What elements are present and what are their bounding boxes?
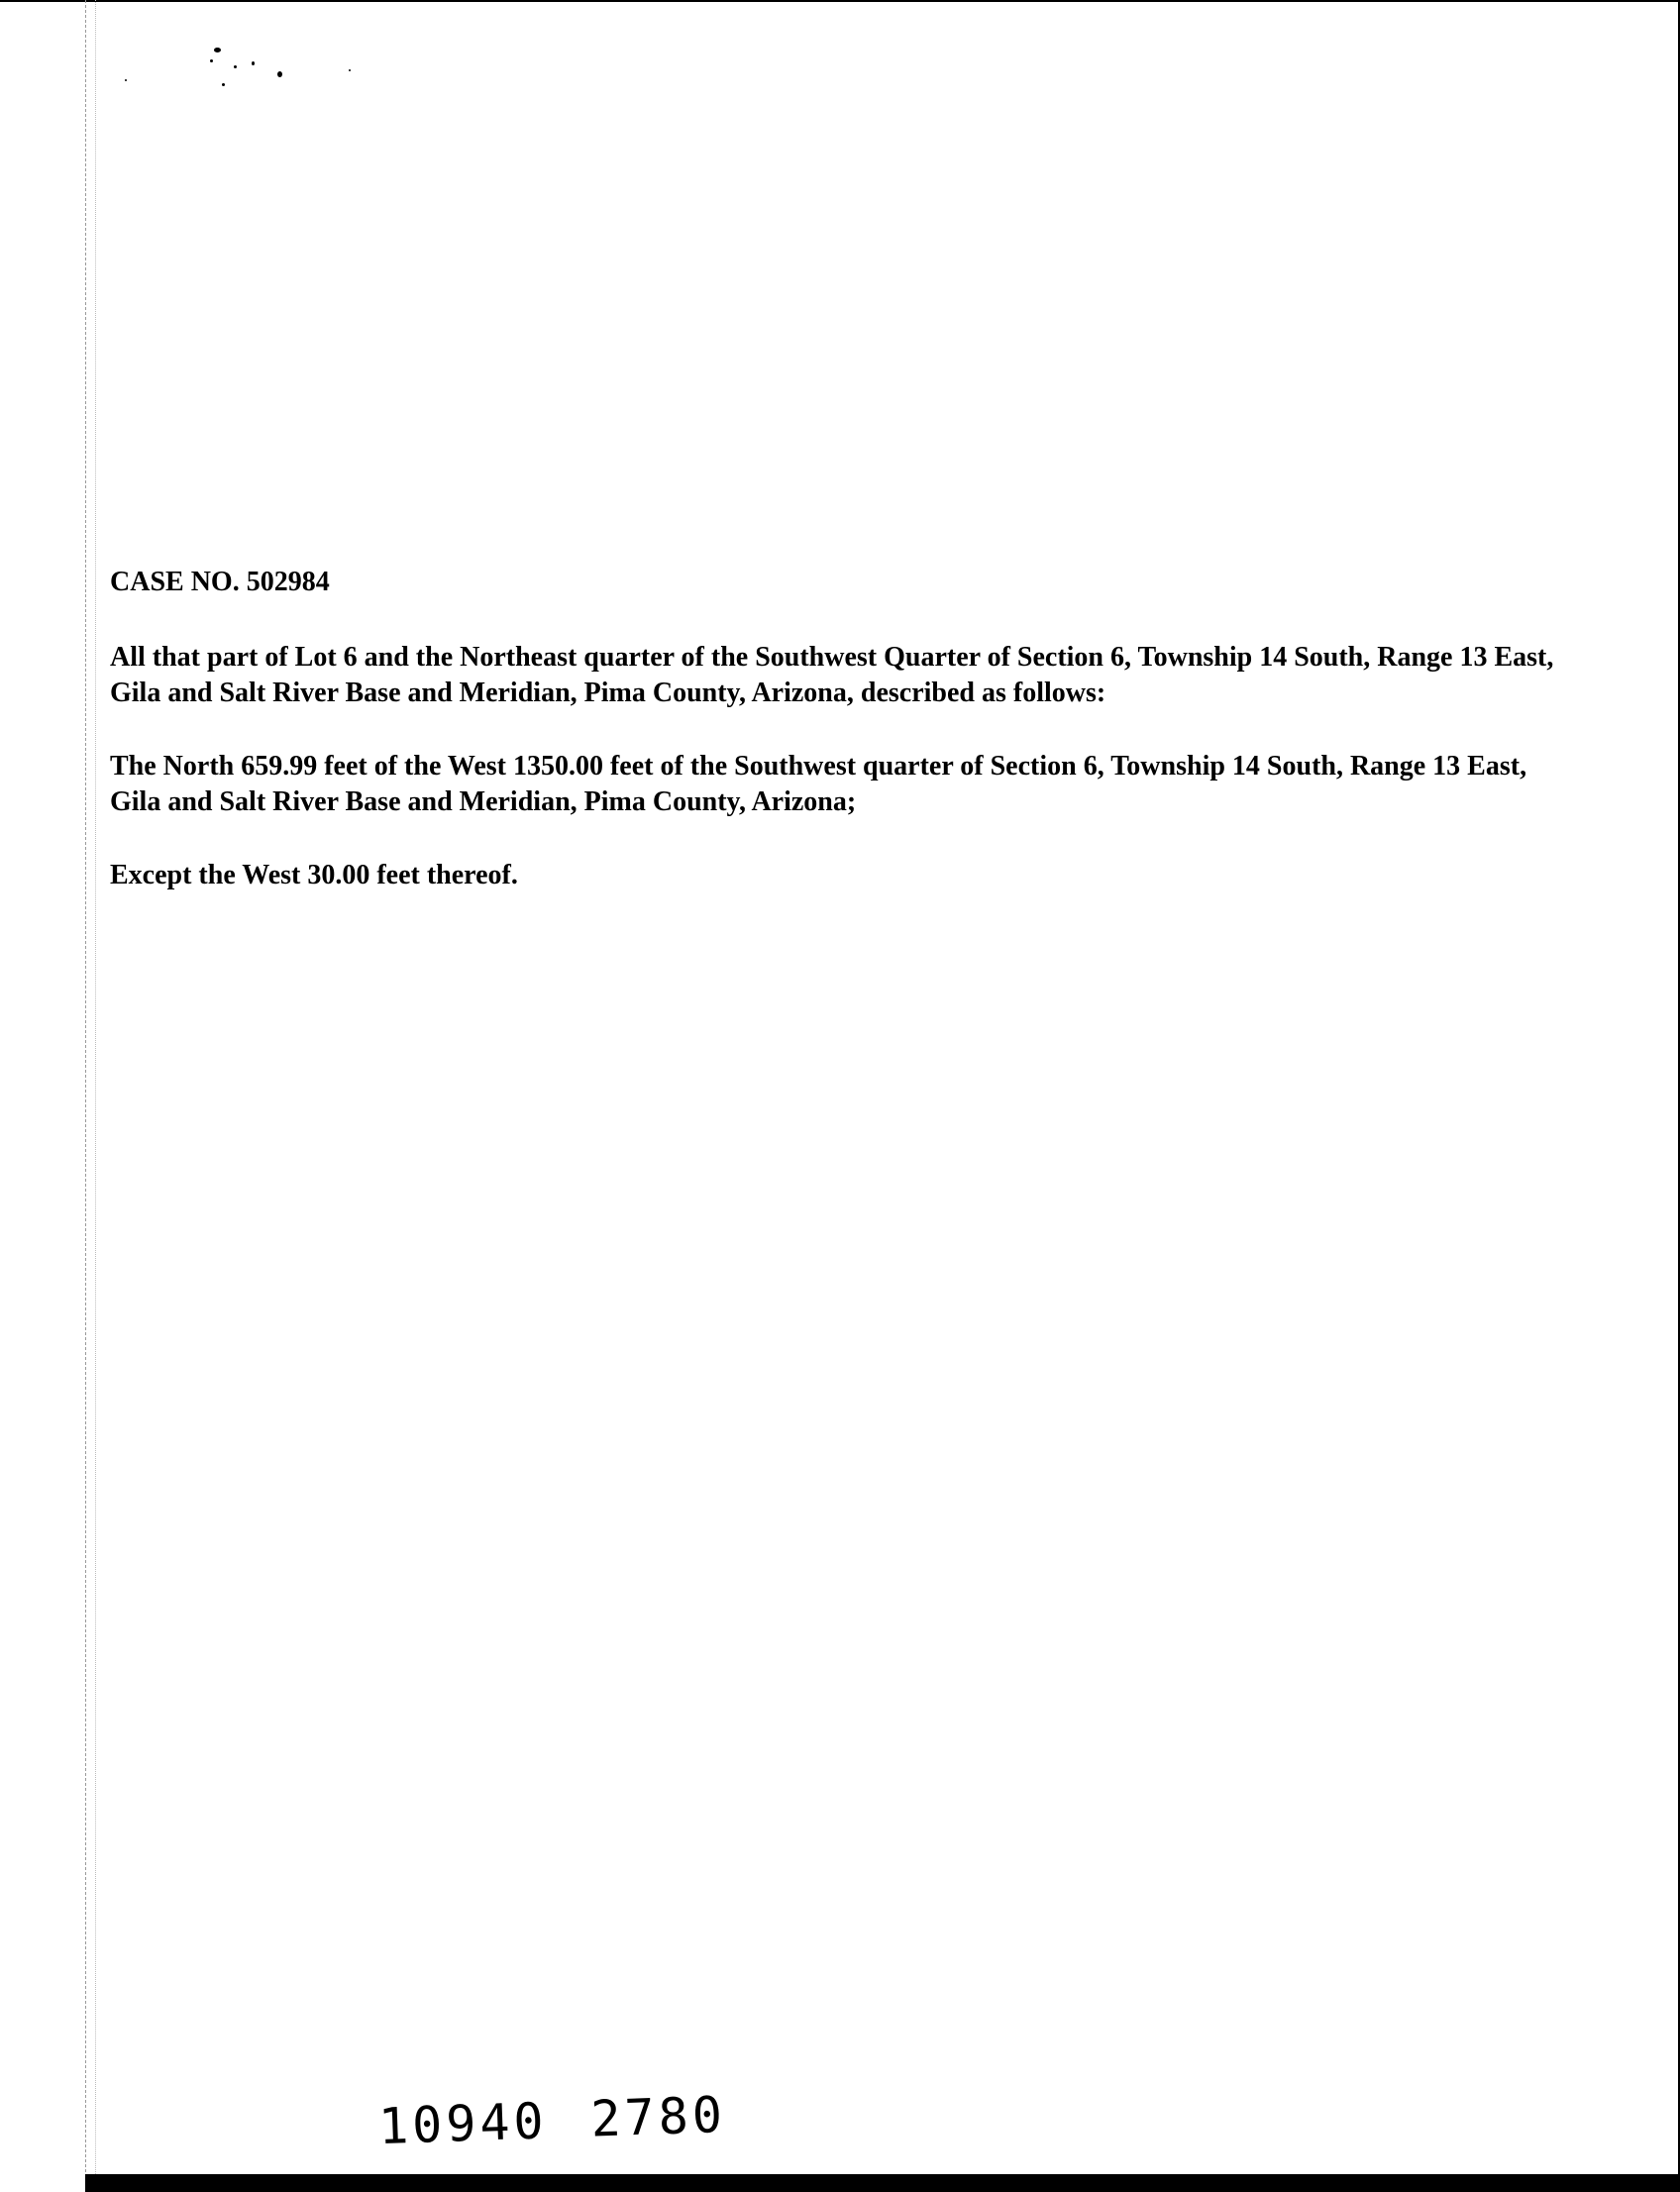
scan-bottom-edge (85, 2174, 1680, 2192)
scan-margin-line-secondary (95, 0, 96, 2192)
recording-stamp (377, 2086, 727, 2155)
scan-margin-line (85, 0, 86, 2192)
legal-description (110, 565, 1576, 931)
paragraph-parcel-boundary: The North 659.99 feet of the West 1350.00 feet of the Southwest quarter of Section 6, Township 14 South, Range 13 East, Gila and Salt River Base and Meridian, Pima County, Arizona; (110, 751, 1527, 817)
paragraph-lot-description: All that part of Lot 6 and the Northeast quarter of the Southwest Quarter of Section 6, Township 14 South, Range 13 East, Gila and Salt River Base and Meridian, Pima County, Arizona, described as follows: (110, 642, 1554, 708)
docket-number: 10940 (377, 2092, 549, 2156)
page-number: 2780 (589, 2085, 727, 2148)
case-number: CASE NO. 502984 (110, 567, 330, 597)
paragraph-exception: Except the West 30.00 feet thereof. (110, 860, 518, 890)
scan-specks (198, 40, 376, 99)
